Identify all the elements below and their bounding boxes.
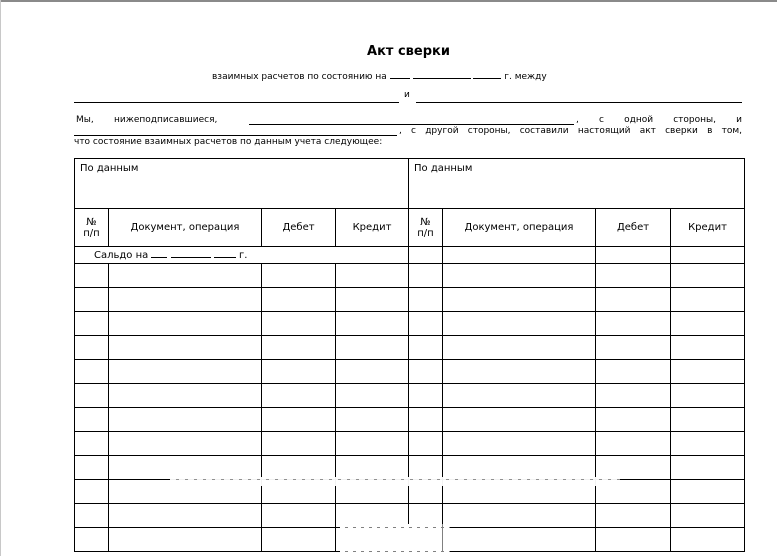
saldo-year-blank[interactable] xyxy=(214,250,236,258)
table-cell[interactable] xyxy=(262,528,336,552)
saldo-label: Сальдо на xyxy=(94,249,149,261)
table-cell[interactable] xyxy=(409,288,443,312)
table-row xyxy=(75,456,745,480)
table-row xyxy=(75,384,745,408)
table-cell[interactable] xyxy=(336,336,409,360)
table-cell[interactable] xyxy=(262,432,336,456)
table-cell[interactable] xyxy=(671,408,745,432)
table-cell[interactable] xyxy=(262,408,336,432)
table-cell[interactable] xyxy=(443,432,596,456)
saldo-day-blank[interactable] xyxy=(151,250,167,258)
month-blank[interactable] xyxy=(413,70,471,79)
party1-blank[interactable] xyxy=(74,102,399,103)
col-num-right xyxy=(409,209,443,247)
table-cell[interactable] xyxy=(409,264,443,288)
table-cell[interactable] xyxy=(443,408,596,432)
right-party-label: По данным xyxy=(414,163,473,174)
table-cell[interactable] xyxy=(336,288,409,312)
table-cell[interactable] xyxy=(336,432,409,456)
table-cell[interactable] xyxy=(671,247,745,264)
table-cell[interactable] xyxy=(443,528,596,552)
scan-artifact xyxy=(340,524,450,554)
table-cell[interactable] xyxy=(596,247,671,264)
document-title: Акт сверки xyxy=(367,44,450,59)
table-cell[interactable] xyxy=(109,408,262,432)
saldo-suffix: г. xyxy=(239,249,248,261)
table-cell[interactable] xyxy=(262,456,336,480)
table-cell[interactable] xyxy=(75,288,109,312)
table-cell[interactable] xyxy=(671,456,745,480)
table-cell[interactable] xyxy=(443,264,596,288)
table-cell[interactable] xyxy=(443,504,596,528)
table-cell[interactable] xyxy=(336,312,409,336)
signer2-blank[interactable] xyxy=(74,135,397,136)
table-cell[interactable] xyxy=(109,504,262,528)
signer1-blank[interactable] xyxy=(249,124,574,125)
subtitle-text: взаимных расчетов по состоянию на xyxy=(212,72,387,82)
table-cell[interactable] xyxy=(443,384,596,408)
table-cell[interactable] xyxy=(75,504,109,528)
table-cell[interactable] xyxy=(671,288,745,312)
left-party-cell[interactable] xyxy=(75,159,409,209)
table-cell[interactable] xyxy=(109,288,262,312)
reconciliation-table xyxy=(74,158,745,552)
table-cell[interactable] xyxy=(596,264,671,288)
table-cell[interactable] xyxy=(443,456,596,480)
right-party-cell[interactable] xyxy=(409,159,745,209)
table-cell[interactable] xyxy=(443,247,596,264)
and-word: и xyxy=(404,90,410,100)
table-cell[interactable] xyxy=(75,408,109,432)
table-cell[interactable] xyxy=(671,384,745,408)
table-cell[interactable] xyxy=(262,384,336,408)
table-cell[interactable] xyxy=(671,312,745,336)
table-cell[interactable] xyxy=(262,264,336,288)
table-cell[interactable] xyxy=(409,360,443,384)
table-cell[interactable] xyxy=(409,312,443,336)
table-cell[interactable] xyxy=(336,408,409,432)
closing-text: что состояние взаимных расчетов по данным учета следующее: xyxy=(74,137,383,147)
table-cell[interactable] xyxy=(409,384,443,408)
table-cell[interactable] xyxy=(75,336,109,360)
col-num-line1: № xyxy=(420,216,431,228)
table-cell[interactable] xyxy=(75,312,109,336)
table-row xyxy=(75,312,745,336)
table-cell[interactable] xyxy=(262,312,336,336)
one-side-text: , с одной стороны, и xyxy=(576,115,742,125)
col-debit-right: Дебет xyxy=(596,209,671,247)
table-cell[interactable] xyxy=(671,432,745,456)
table-cell[interactable] xyxy=(443,312,596,336)
table-cell[interactable] xyxy=(671,264,745,288)
table-cell[interactable] xyxy=(262,360,336,384)
scan-artifact xyxy=(170,477,620,486)
col-num-line2: п/п xyxy=(83,227,100,239)
table-cell[interactable] xyxy=(109,528,262,552)
col-debit-left: Дебет xyxy=(262,209,336,247)
table-cell[interactable] xyxy=(409,408,443,432)
left-party-label: По данным xyxy=(80,163,139,174)
year-blank[interactable] xyxy=(473,70,501,79)
window-top-border xyxy=(0,0,777,2)
table-cell[interactable] xyxy=(109,312,262,336)
table-row xyxy=(75,264,745,288)
table-cell[interactable] xyxy=(596,360,671,384)
subtitle-line xyxy=(212,70,547,82)
party2-blank[interactable] xyxy=(416,102,742,103)
col-num-left xyxy=(75,209,109,247)
table-cell[interactable] xyxy=(443,336,596,360)
table-cell[interactable] xyxy=(596,432,671,456)
table-cell[interactable] xyxy=(443,288,596,312)
table-cell[interactable] xyxy=(336,360,409,384)
saldo-month-blank[interactable] xyxy=(171,250,211,258)
window-left-border xyxy=(0,0,1,556)
table-cell[interactable] xyxy=(262,336,336,360)
table-cell[interactable] xyxy=(336,384,409,408)
table-cell[interactable] xyxy=(671,360,745,384)
table-cell[interactable] xyxy=(671,528,745,552)
table-cell[interactable] xyxy=(596,288,671,312)
table-cell[interactable] xyxy=(262,288,336,312)
table-cell[interactable] xyxy=(409,432,443,456)
table-cell[interactable] xyxy=(75,384,109,408)
table-cell[interactable] xyxy=(409,247,443,264)
table-cell[interactable] xyxy=(75,432,109,456)
table-cell[interactable] xyxy=(409,456,443,480)
col-document-right: Документ, операция xyxy=(443,209,596,247)
table-row xyxy=(75,432,745,456)
col-document-left: Документ, операция xyxy=(109,209,262,247)
col-num-line1: № xyxy=(86,216,97,228)
table-cell[interactable] xyxy=(596,456,671,480)
table-cell[interactable] xyxy=(109,384,262,408)
table-row xyxy=(75,360,745,384)
we-label: Мы, xyxy=(76,115,94,125)
table-row xyxy=(75,288,745,312)
table-row xyxy=(75,336,745,360)
table-cell[interactable] xyxy=(596,384,671,408)
table-cell[interactable] xyxy=(596,504,671,528)
column-header-row xyxy=(75,209,745,247)
table-cell[interactable] xyxy=(109,264,262,288)
table-cell[interactable] xyxy=(75,264,109,288)
table-cell[interactable] xyxy=(596,336,671,360)
table-cell[interactable] xyxy=(671,504,745,528)
table-cell[interactable] xyxy=(109,456,262,480)
table-cell[interactable] xyxy=(109,432,262,456)
table-cell[interactable] xyxy=(671,336,745,360)
subtitle-year-text: г. между xyxy=(504,72,547,82)
saldo-row xyxy=(75,247,745,264)
day-blank[interactable] xyxy=(390,70,410,79)
table-cell[interactable] xyxy=(596,312,671,336)
saldo-cell[interactable] xyxy=(75,247,409,264)
table-cell[interactable] xyxy=(336,264,409,288)
table-cell[interactable] xyxy=(75,480,109,504)
table-cell[interactable] xyxy=(262,504,336,528)
party-header-row xyxy=(75,159,745,209)
table-cell[interactable] xyxy=(596,528,671,552)
table-cell[interactable] xyxy=(75,528,109,552)
table-cell[interactable] xyxy=(75,456,109,480)
table-cell[interactable] xyxy=(596,408,671,432)
signed-label: нижеподписавшиеся, xyxy=(114,115,218,125)
table-cell[interactable] xyxy=(443,360,596,384)
col-num-line2: п/п xyxy=(417,227,434,239)
table-cell[interactable] xyxy=(75,360,109,384)
table-cell[interactable] xyxy=(671,480,745,504)
col-credit-right: Кредит xyxy=(671,209,745,247)
table-row xyxy=(75,408,745,432)
table-cell[interactable] xyxy=(336,456,409,480)
table-cell[interactable] xyxy=(109,360,262,384)
table-cell[interactable] xyxy=(409,336,443,360)
table-cell[interactable] xyxy=(109,336,262,360)
other-side-text: , с другой стороны, составили настоящий акт сверки в том, xyxy=(399,126,742,136)
col-credit-left: Кредит xyxy=(336,209,409,247)
